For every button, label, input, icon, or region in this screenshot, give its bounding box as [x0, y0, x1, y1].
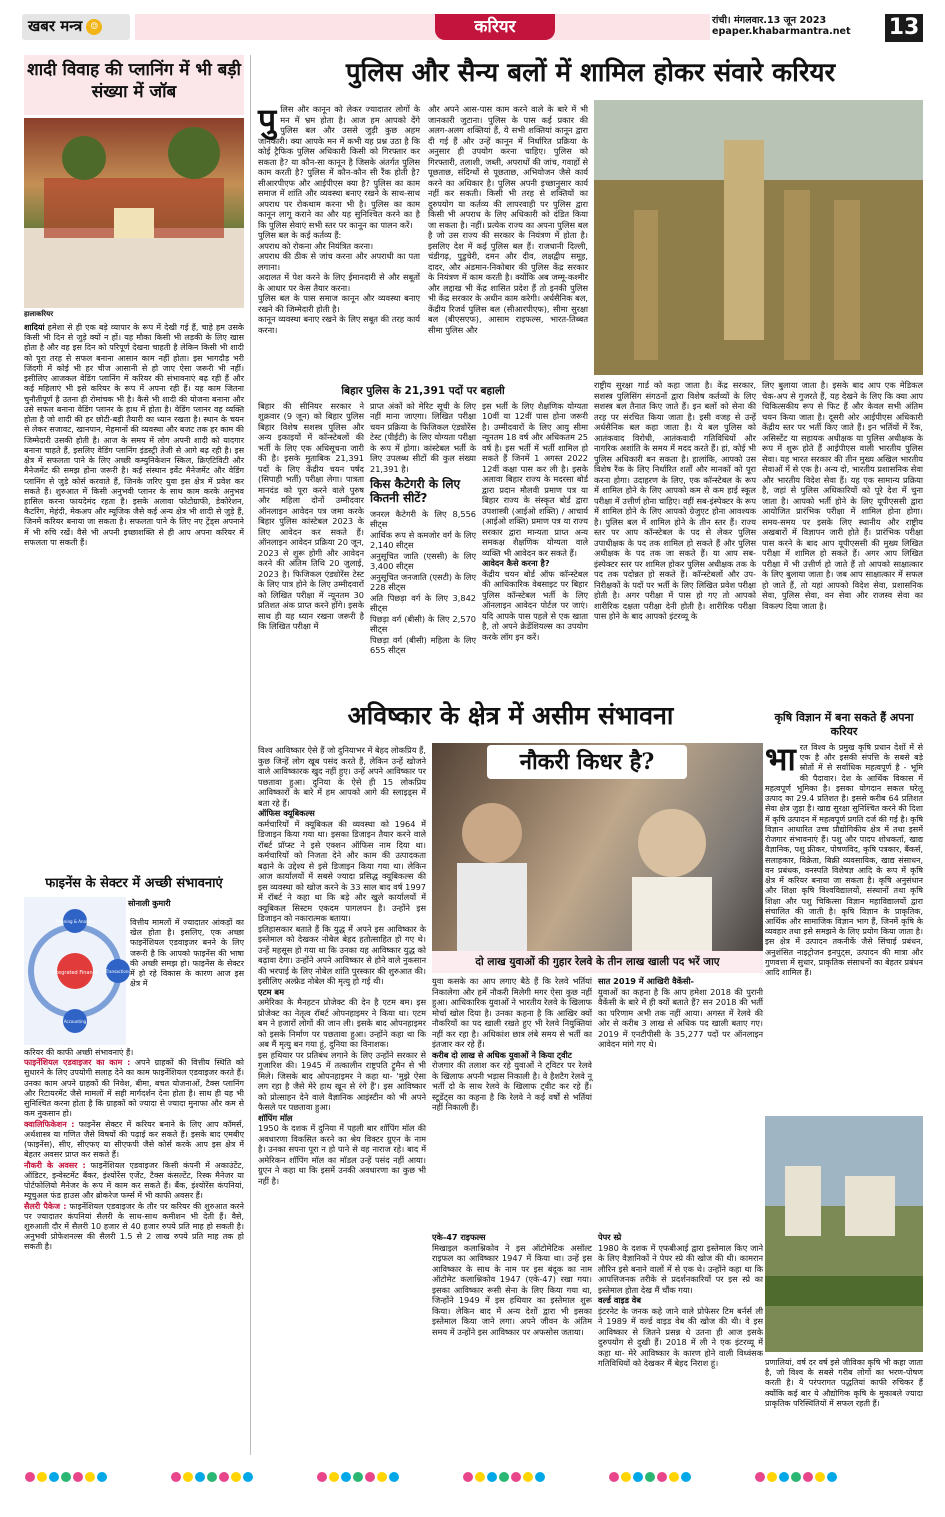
diagram-right-label: Transactions [105, 969, 131, 974]
color-dot [535, 1472, 545, 1482]
color-dot [85, 1472, 95, 1482]
police-list-item: कानून व्यवस्था बनाए रखने के लिए सबूत की तरह कार्य करना। [258, 314, 420, 335]
category-item: पिछड़ा वर्ग (बीसी) के लिए 2,570 सीट्स [370, 613, 476, 635]
agriculture-article [765, 740, 924, 1108]
agriculture-headline: कृषि विज्ञान में बना सकते हैं अपना करियर [774, 711, 914, 738]
color-dot [219, 1472, 229, 1482]
color-dot [633, 1472, 643, 1482]
color-dot [609, 1472, 619, 1482]
vacancy-subhead: सात 2019 में आखिरी वैकेंसी- [598, 976, 694, 986]
agriculture-dropcap: भा [765, 740, 796, 778]
color-dot [195, 1472, 205, 1482]
mall-text: 1950 के दशक में दुनिया में पहली बार शॉपिंग मॉल की अवधारणा विकसित करने का श्रेय विक्टर ग्रुएन के नाम है। उनका सपना पूरा न हो पाने से वह नाराज रहे। बाद में अमेरिकन शॉपिंग मॉल का मॉडल उन्हें पसंद नहीं आया। ग्रुएन ने कहा था कि इसमें उनकी अवधारणा का कुछ भी नहीं है। [258, 1123, 426, 1186]
color-dot [207, 1472, 217, 1482]
brand-icon: ☺ [86, 19, 102, 35]
agriculture-footer-text [765, 1358, 923, 1453]
police-list-intro: पुलिस बल के कई कर्तव्य हैं: [258, 230, 342, 240]
site-url[interactable]: epaper.khabarmantra.net [712, 26, 851, 38]
finance-cycle-graphic [24, 897, 131, 1045]
color-dot [669, 1472, 679, 1482]
police-list-item: अपराध को रोकना और नियंत्रित करना। [258, 240, 374, 251]
cubicle-headline: ऑफिस क्यूबिकल्स [258, 808, 315, 818]
color-dot [37, 1472, 47, 1482]
police-col2 [428, 104, 588, 380]
color-dot [791, 1472, 801, 1482]
section-label: करियर [435, 14, 555, 40]
innovation-intro: विश्व आविष्कार ऐसे हैं जो दुनियाभर में बेहद लोकप्रिय हैं, कुछ जिन्हें लोग खूब पसंद करते हैं, लेकिन उन्हें खोजने वाले आविष्कारक खुद नहीं हुए। उन्हें अपने आविष्कार पर पछतावा हुआ। दुनिया के ऐसे ही 15 लोकप्रिय आविष्कारों के बारे में हम आपको आगे की स्लाइड्स में बता रहे हैं। [258, 745, 426, 808]
finance-h3: नौकरी के अवसर : [24, 1160, 86, 1170]
www-text: इंटरनेट के जनक कहे जाने वाले प्रोफेसर टिम बर्नर्स ली ने 1989 में वर्ल्ड वाइड वेब की खोज की थी। वे इस आविष्कार से जितने प्रसन्न थे उतना ही आज इसके दुरुपयोग से दुखी हैं। 2018 में ली ने एक इंटरव्यू में कहा था- मेरे आविष्कार के कारण होने वाली विध्वंसक गतिविधियों को देखकर मैं बेहद निराश हूं। [598, 1305, 763, 1368]
color-dot [365, 1472, 375, 1482]
category-item: पिछड़ा वर्ग (बीसी) महिला के लिए 655 सीट्स [370, 634, 476, 656]
finance-t1: अपने ग्राहकों की वित्तीय स्थिति को सुधारने के लिए उपयोगी सलाह देने का काम फाइनेंशियल एडवाइजर करते हैं। उनका काम अपने ग्राहकों की निवेश, बीमा, बचत योजनाओं, टैक्स प्लानिंग और रिटायरमेंट जैसे मामलों में सही मार्गदर्शन देना होता है। साथ ही यह भी सुनिश्चित करना होता है कि ग्राहकों को ज्यादा से ज्यादा मुनाफा और कम से कम नुकसान हो। [24, 1058, 244, 1119]
recruitment-col2 [370, 401, 476, 686]
agriculture-photo [765, 1116, 923, 1352]
category-item: अनुसूचित जनजाति (एसटी) के लिए 228 सीट्स [370, 571, 476, 593]
color-dot [171, 1472, 181, 1482]
page-number: 13 [885, 14, 923, 42]
color-dot [645, 1472, 655, 1482]
finance-h2: क्वालिफिकेशन : [24, 1119, 75, 1129]
finance-byline: सोनाली कुमारी [128, 899, 171, 908]
recruitment-col2-text: प्राप्त अंकों को मेरिट सूची के लिए नहीं माना जाएगा। लिखित परीक्षा चयन प्रक्रिया के फिजिकल एंड्योरेंस टेस्ट (पीईटी) के लिए योग्यता परीक्षा के रूप में होगा। कांस्टेबल भर्ती के लिए उपलब्ध सीटों की कुल संख्या 21,391 है। [370, 400, 476, 474]
category-headline: किस कैटेगरी के लिए कितनी सीटें? [370, 477, 461, 506]
recruitment-col1: बिहार की सीनियर सरकार ने शुक्रवार (9 जून) को बिहार पुलिस बिहार विशेष सशस्त्र पुलिस और अन्य इकाइयों में कॉन्स्टेबलों की भर्ती के लिए एक अधिसूचना जारी की है। इसके मुताबिक 21,391 पदों के लिए केंद्रीय चयन पर्षद (सिपाही भर्ती) परीक्षा लेगा। पात्रता मानदंड को पूरा करने वाले पुरुष और महिला दोनों उम्मीदवार ऑनलाइन आवेदन पत्र जमा करके बिहार पुलिस कांस्टेबल 2023 के लिए आवेदन कर सकते हैं। ऑनलाइन आवेदन प्रक्रिया 20 जून, 2023 से शुरू होगी और आवेदन करने की अंतिम तिथि 20 जुलाई, 2023 है। फिजिकल एंड्योरेंस टेस्ट के लिए पात्र होने के लिए उम्मीदवारों को लिखित परीक्षा में न्यूनतम 30 प्रतिशत अंक प्राप्त करने होंगे। इसके साथ ही यह ध्यान रखना जरूरी है कि लिखित परीक्षा में [258, 400, 364, 632]
finance-article [24, 1048, 244, 1453]
police-list-item: पुलिस बल के पास समाज कानून और व्यवस्था बनाए रखने की जिम्मेदारी होती है। [258, 293, 420, 314]
wedding-headline: शादी विवाह की प्लानिंग में भी बड़ी संख्या में जॉब [24, 55, 244, 115]
parade-illustration [594, 100, 923, 375]
police-headline: पुलिस और सैन्य बलों में शामिल होकर संवारे करियर [345, 58, 836, 88]
diagram-top-label: Planning & Analysis [55, 919, 95, 924]
category-item: जनरल कैटेगरी के लिए 8,556 सीट्स [370, 508, 476, 530]
color-dot [767, 1472, 777, 1482]
color-dot [475, 1472, 485, 1482]
pepper-spray-headline: पेपर स्प्रे [598, 1232, 622, 1242]
railway-col2 [598, 976, 763, 1226]
category-item: आर्थिक रूप से कमजोर वर्ग के लिए 2,140 सीट्स [370, 529, 476, 551]
color-dot [49, 1472, 59, 1482]
pepper-spray-block [598, 1232, 763, 1454]
color-dot [657, 1472, 667, 1482]
police-col5 [762, 380, 923, 685]
diagram-bottom-label: Accounting [63, 1019, 87, 1024]
recruitment-col3-text: इस भर्ती के लिए शैक्षणिक योग्यता 10वीं या 12वीं पास होना जरूरी है। उम्मीदवारों के लिए आयु सीमा न्यूनतम 18 वर्ष और अधिकतम 25 वर्ष है। इस भर्ती में भर्ती शामिल हो सकते हैं जिनमें 1 अगस्त 2022 12वीं कक्षा पास कर ली है। इसके अलावा बिहार राज्य के मदरसा बोर्ड द्वारा प्रदान मौलवी प्रमाण पत्र या बिहार राज्य के संस्कृत बोर्ड द्वारा उपशास्त्री (आईओ शक्ति) / आचार्य (आईओ शक्ति) प्रमाण पत्र या राज्य सरकार द्वारा मान्यता प्राप्त अन्य समकक्ष शैक्षणिक योग्यता वाले व्यक्ति भी आवेदन कर सकते हैं। [482, 400, 588, 558]
color-dot [61, 1472, 71, 1482]
date-text: रांची। मंगलवार.13 जून 2023 [712, 15, 827, 26]
color-dot [815, 1472, 825, 1482]
www-headline: वर्ल्ड वाइड वेब [598, 1295, 642, 1305]
bihar-recruitment-box [258, 385, 588, 685]
police-col4 [594, 380, 756, 685]
finance-diagram [24, 897, 131, 1045]
police-col1 [258, 101, 420, 380]
finance-p1: करियर की काफी अच्छी संभावनाएं हैं। [24, 1048, 134, 1057]
color-dot [317, 1472, 327, 1482]
ak47-text: मिखाइल कलाश्निकोव ने इस ऑटोमेटिक असॉल्ट राइफल का आविष्कार 1947 में किया था। उन्हें इस आविष्कार के साथ के नाम पर इस बंदूक का नाम ऑटोमेट कलाश्निकोव 1947 (एके-47) रखा गया। इसका आविष्कार रूसी सेना के लिए किया गया था, जिन्होंने 1949 में इस हथियार का इस्तेमाल शुरू किया। लेकिन बाद में अन्य देशों द्वारा भी इसका इस्तेमाल किया जाने लगा। अपने जीवन के अंतिम समय में उन्होंने इस आविष्कार पर अफसोस जताया। [432, 1242, 592, 1337]
color-dot [329, 1472, 339, 1482]
nobel-text: इतिहासकार बताते हैं कि युद्ध में अपने इस आविष्कार के इस्तेमाल को देखकर नोबेल बेहद हतोत्साहित हो गए थे। उन्हें महसूस हो गया था कि उनका यह आविष्कार युद्ध को बढ़ावा देगा। उन्होंने अपने आविष्कार से होने वाले नुकसान की भरपाई के लिए नोबेल शांति पुरस्कार की शुरुआत की। इसीलिए अल्फ्रेड नोबेल की मृत्यु हो गई थी। [258, 923, 426, 986]
color-dot [97, 1472, 107, 1482]
finance-headline: फाइनेंस के सेक्टर में अच्छी संभावनाएं [45, 876, 223, 891]
color-dot [463, 1472, 473, 1482]
agriculture-foot: प्रणालियां, वर्ष दर वर्ष इसे जीविका कृषि भी कहा जाता है, जो विश्व के सबसे गरीब लोगों का भरण-पोषण करती है। ये परंपरागत पद्धतियां काफी रुचिकर हैं क्योंकि कई बार ये औद्योगिक कृषि के मुकाबले ज्यादा प्राकृतिक परिस्थितियों में सफल रहती हैं। [765, 1358, 923, 1408]
photo-caption: हालाकरियर [24, 310, 54, 318]
recruitment-columns [258, 401, 588, 686]
finance-t2: फाइनेंस सेक्टर में करियर बनाने के लिए आप कॉमर्स, अर्थशास्त्र या गणित जैसे विषयों की पढ़ाई कर सकते हैं। इसके बाद एमबीए (फाइनेंस), सीए, सीएफए या सीएफपी जैसे कोर्स करके आप इस क्षेत्र में बेहतर अवसर प्राप्त कर सकते हैं। [24, 1119, 244, 1160]
color-dot [827, 1472, 837, 1482]
color-dot [243, 1472, 253, 1482]
masthead-text: खबर मन्त्र [28, 17, 83, 35]
cubicle-text: कर्मचारियों में क्यूबिकल की व्यवस्था को 1964 में डिजाइन किया गया था। इसका डिजाइन तैयार करने वाले रॉबर्ट प्रॉप्स्ट ने इसे एक्शन ऑफिस नाम दिया था। कर्मचारियों को निजता देने और काम की उत्पादकता बढ़ाने के उद्देश्य से इसे डिजाइन किया गया था। लेकिन आज कार्यालयों में सबसे ज्यादा प्रसिद्ध क्यूबिकल्स की इस व्यवस्था को खोज करने के 33 साल बाद वर्ष 1997 में रॉबर्ट ने कहा था कि बड़े और खुले कार्यालयों में क्यूबिकल सिस्टम एकदम पागलपन है। उन्होंने इस डिजाइन को नकारात्मक बताया। [258, 818, 426, 923]
finance-h4: सैलरी पैकेज : [24, 1201, 67, 1211]
finance-h1: फाइनेंशियल एडवाइजर का काम : [24, 1058, 131, 1068]
color-dot [377, 1472, 387, 1482]
wedding-photo [24, 118, 244, 308]
police-dropcap: पु [258, 101, 277, 139]
wedding-illustration [24, 118, 244, 308]
wedding-body: हमेशा से ही एक बड़े व्यापार के रूप में देखी गई हैं, चाहे हम उसके किसी भी दिन से जुड़े क्यों न हों। यह मौका किसी भी लड़की के लिए खास होता है और वह इस दिन को परिपूर्ण देखना चाहती है लेकिन किसी भी शादी को पूरा तरह से सफल बनाना आसान काम नहीं होता। इस भागदौड़ भरी जिंदगी में कोई भी हर चीज आसानी से हो जाए ऐसा जरूरी भी नहीं। इसीलिए आजकल वेडिंग प्लानिंग में करियर की संभावनाएं बढ़ रही हैं और कई महिलाएं भी इसे करियर के रूप में अपना रही हैं। यह काम जितना चुनौतीपूर्ण है उतना ही रोमांचक भी है। कैसे भी शादी की योजना बनाना और उसे सफल बनाना वेडिंग प्लानर के हाथ में होता है। वेडिंग प्लानर वह व्यक्ति होता है जो शादी की हर छोटी-बड़ी तैयारी का ध्यान रखता है। स्थान के चयन से लेकर सजावट, खानपान, मेहमानों की व्यवस्था और बजट तक हर काम की जिम्मेदारी उसकी होती है। आज के समय में लोग अपनी शादी को यादगार बनाना चाहते हैं, इसलिए वेडिंग प्लानिंग इंडस्ट्री तेजी से आगे बढ़ रही है। इस क्षेत्र में सफलता पाने के लिए अच्छी कम्युनिकेशन स्किल, क्रिएटिविटी और मैनेजमेंट की समझ होना जरूरी है। कई संस्थान इवेंट मैनेजमेंट और वेडिंग प्लानिंग से जुड़े कोर्स करवाते हैं, जिनके जरिए युवा इस क्षेत्र में प्रवेश कर सकते हैं। शुरुआत में किसी अनुभवी प्लानर के साथ काम करके अनुभव हासिल करना फायदेमंद रहता है। इसके अलावा फोटोग्राफी, डेकोरेशन, कैटरिंग, मेहंदी, मेकअप और म्यूजिक जैसे कई अन्य क्षेत्र भी शादी से जुड़े हैं, जिनमें करियर बनाया जा सकता है। सफलता पाने के लिए नए ट्रेंड्स अपनाने में भी रुचि रखें। वैसे भी अपनी इच्छाशक्ति से ही आप अपना करियर में सफलता पा सकती हैं। [24, 323, 244, 547]
color-dot [523, 1472, 533, 1482]
job-question-banner: नौकरी किधर है? [487, 745, 687, 779]
atom-bomb-text-2: इस हथियार पर प्रतिबंध लगाने के लिए उन्होंने सरकार से गुजारिश की। 1945 में तत्कालीन राष्ट्रपति ट्रूमैन से भी मिले। जिसके बाद ओपनहाइमर ने कहा था- 'मुझे ऐसा लग रहा है जैसे मेरे हाथ खून से रंगे हैं'। इस आविष्कार को प्रोत्साहन देने वाले वैज्ञानिक आइंस्टीन को भी अपने फैसले पर पछतावा हुआ। [258, 1049, 426, 1112]
category-item: अति पिछड़ा वर्ग के लिए 3,842 सीट्स [370, 592, 476, 614]
recruitment-col3 [482, 401, 588, 686]
color-dot [779, 1472, 789, 1482]
color-dot [755, 1472, 765, 1482]
mall-headline: शॉपिंग मॉल [258, 1112, 293, 1123]
color-dot [681, 1472, 691, 1482]
column-divider [250, 55, 251, 1455]
atom-bomb-headline: एटम बम [258, 986, 284, 997]
railway-subhead: करीब दो लाख से अधिक युवाओं ने किया ट्वीट [432, 1049, 572, 1060]
finance-intro-text: वित्तीय मामलों में ज्यादातर आंकड़ों का खेल होता है। इसलिए, एक अच्छा फाइनेंशियल एडवाइजर बनने के लिए जरूरी है कि आपको फाइनेंस की भाषा की अच्छी समझ हो। फाइनेंस के सेक्टर में हो रहे विकास के कारण आज इस क्षेत्र में [130, 918, 244, 989]
lead-word: शादियां [24, 323, 45, 332]
innovation-col1 [258, 745, 426, 1455]
police-parade-photo [594, 100, 923, 375]
color-dot [25, 1472, 35, 1482]
color-dot [341, 1472, 351, 1482]
finance-intro [130, 918, 244, 1050]
recruitment-headline: बिहार पुलिस के 21,391 पदों पर बहाली [341, 385, 505, 397]
masthead-logo[interactable] [22, 14, 130, 40]
railway-text: युवा कसके का आप लगाए बैठे हैं कि रेलवे भर्तियां निकालेगा और हमें नौकरी मिलेगी मगर ऐसा कुछ नहीं हुआ। आधिकारिक युवाओं ने भारतीय रेलवे के खिलाफ मोर्चा खोल दिया है। उनका कहना है कि आखिर क्यों नौकरियों का पद खाली रखते हुए भी रेलवे नियुक्तियां नहीं कर रहा है। अधिकांश छात्र लंबे समय से भर्ती का इंतजार कर रहे हैं। [432, 976, 592, 1049]
police-list-item: अदालत में पेश करने के लिए ईमानदारी से और सबूतों के आधार पर केस तैयार करना। [258, 272, 420, 293]
finance-t3: फाइनेंशियल एडवाइजर किसी कंपनी में अकाउंटेंट, ऑडिटर, इन्वेस्टमेंट बैंकर, इंश्योरेंस एजेंट, टैक्स कंसल्टेंट, रिस्क मैनेजर या पोर्टफोलियो मैनेजर के रूप में काम कर सकते हैं। बैंक, इंश्योरेंस कंपनियां, म्यूचुअल फंड हाउस और ब्रोकरेज फर्म्स में भी काफी अवसर हैं। [24, 1160, 244, 1201]
atom-bomb-text: अमेरिका के मैनहटन प्रोजेक्ट की देन है एटम बम। इस प्रोजेक्ट का नेतृत्व रॉबर्ट ओपनहाइमर ने किया था। एटम बम ने हजारों लोगों की जान ली। इसके बाद ओपनहाइमर को इसके निर्माण पर पछतावा हुआ। उन्होंने कहा था कि अब मैं मृत्यु बन गया हूं, दुनिया का विनाशक। [258, 997, 426, 1049]
color-dot [183, 1472, 193, 1482]
ak47-block [432, 1232, 592, 1454]
pepper-spray-text: 1980 के दशक में एफबीआई द्वारा इस्तेमाल किए जाने के लिए वैज्ञानिकों ने पेपर स्प्रे की खोज की थी। कामरान लौरिन इसे बनाने वालों में से एक थे। उन्होंने कहा था कि आपत्तिजनक तरीके से प्रदर्शनकारियों पर इस स्प्रे का इस्तेमाल होता देख मैं चौंक गया। [598, 1242, 763, 1295]
ak47-headline: एके-47 राइफल्स [432, 1232, 486, 1242]
color-dot [621, 1472, 631, 1482]
apply-text: केंद्रीय चयन बोर्ड ऑफ कॉन्स्टेबल की आधिकारिक वेबसाइट पर बिहार पुलिस कॉन्स्टेबल भर्ती के लिए ऑनलाइन आवेदन पोर्टल पर जाएं। यदि आपके पास पहले से एक खाता है, तो अपने क्रेडेंशियल्स का उपयोग करके लॉग इन करें। [482, 568, 588, 642]
agriculture-body: रत विश्व के प्रमुख कृषि प्रधान देशों में से एक है और इसकी संपत्ति के सबसे बड़े स्रोतों में से सर्वाधिक महत्वपूर्ण है - भूमि की पैदावार। देश के आर्थिक विकास में महत्वपूर्ण भूमिका है। इसका योगदान सकल घरेलू उत्पाद का 29.4 प्रतिशत है। इससे करीब 64 प्रतिशत सेवा क्षेत्र जुड़ा है। खाद्य सुरक्षा सुनिश्चित करने की दिशा में कृषि उत्पादन में महत्वपूर्ण प्रगति दर्ज की गई है। कृषि विज्ञान आधारित उच्च प्रौद्योगिकीय क्षेत्र में तथा इसमें रोजगार संभावनाएं हैं। पशु और पादप शोधकर्ता, खाद्य वैज्ञानिक, पशु फ्रीकर, पोषणविद, कृषि पत्रकार, बैंकर्स, सलाहकार, विक्रेता, बिक्री व्यवसायिक, खाद्य संसाधन, वन प्रबंधक, वनस्पति विशेषज्ञ आदि के रूप में कृषि क्षेत्र में करियर बनाया जा सकता है। कृषि अनुसंधान और शिक्षा कृषि विश्वविद्यालयों, संस्थानों तथा कृषि शिक्षा और पशु चिकित्सा विज्ञान महाविद्यालयों द्वारा संचालित की जाती है। कृषि विज्ञान के प्राकृतिक, आर्थिक और सामाजिक विज्ञान भाग हैं, जिनमें कृषि के व्यवहार तथा इसे समझने के लिए प्रयोग किया जाता है। इस क्षेत्र में उत्पादन तकनीकें जैसे सिंचाई प्रबंधन, अनुशंसित नाइट्रोजन इनपुट्स, उत्पादन की मात्रा और गुणवत्ता में सुधार, प्राकृतिक संसाधनों का बेहतर प्रबंधन आदि शामिल हैं। [765, 743, 924, 978]
railway-headline: दो लाख युवाओं की गुहार रेलवे के तीन लाख खाली पद भरें जाए [432, 951, 763, 973]
police-list-item: अपराध की ठीक से जांच करना और अपराधी का पता लगाना। [258, 251, 420, 272]
police-col1-text: लिस और कानून को लेकर ज्यादातर लोगों के मन में भ्रम होता है। आज हम आपको देंगे पुलिस बल और उससे जुड़ी कुछ अहम जानकारी। क्या आपके मन में कभी यह प्रश्न उठा है कि कोई ट्रैफिक पुलिस अधिकारी किसी को गिरफ्तार कर सकता है? या कौन-सा कानून है जिसके अंतर्गत पुलिस काम करती है? पुलिस में कौन-कौन सी रैंक होती है? सीआरपीएफ और आईपीएस क्या है? पुलिस का काम समाज में शांति और व्यवस्था बनाए रखने के साथ-साथ अपराध पर रोकथाम करना भी है। पुलिस का काम कानून लागू कराने का और यह सुनिश्चित करने का है कि पुलिस सेवाएं सभी स्तर पर कानून का पालन करें। [258, 104, 420, 230]
wedding-article [24, 323, 244, 871]
color-dot [487, 1472, 497, 1482]
farm-illustration [765, 1116, 923, 1352]
color-dot [73, 1472, 83, 1482]
apply-headline: आवेदन कैसे करना है? [482, 558, 550, 569]
police-col2-text: और अपने आस-पास काम करने वाले के बारे में भी जानकारी जुटाना। पुलिस के पास कई प्रकार की अलग-अलग शक्तियां हैं, ये सभी शक्तियां कानून द्वारा दी गई हैं और उन्हें कानून में निर्धारित प्रक्रिया के अनुसार ही उपयोग करना चाहिए। पुलिस को गिरफ्तारी, तलाशी, जब्ती, अपराधों की जांच, गवाहों से पूछताछ, संदिग्धों से पूछताछ, अभियोजन जैसे कार्य करने का अधिकार है। पुलिस अपनी इच्छानुसार कार्य नहीं कर सकती। किसी भी तरह से शक्तियों का दुरुपयोग या कर्तव्य की लापरवाही पर पुलिस द्वारा किसी भी अपराध के लिए अधिकारी को दंडित किया जा सकता है। नहीं। प्रत्येक राज्य का अपना पुलिस बल है जो उस राज्य की सरकार के नियंत्रण में होता है। इसलिए देश में कई पुलिस बल हैं। राजधानी दिल्ली, चंडीगढ़, पुडुचेरी, दमन और दीव, लक्षद्वीप समूह, दादर, और अंडमान-निकोबार की पुलिस केंद्र सरकार के नियंत्रण में काम करती है। क्योंकि अब जम्मू-कश्मीर और लद्दाख भी केंद्र शासित प्रदेश हैं तो इनकी पुलिस भी केंद्र सरकार के अधीन काम करेगी। अर्धसैनिक बल, केंद्रीय रिजर्व पुलिस बल (सीआरपीएफ), सीमा सुरक्षा बल (बीएसएफ), आसाम राइफल्स, भारत-तिब्बत सीमा पुलिस और [428, 104, 588, 335]
police-col4-text: राष्ट्रीय सुरक्षा गार्ड को कहा जाता है। केंद्र सरकार, सशस्त्र पुलिसिंग संगठनों द्वारा विशेष कर्तव्यों के लिए सशस्त्र बल तैनात किए जाते हैं। इन बलों को सेना की तरह पर संरचित किया जाता है। इसी वजह से उन्हें अर्धसैनिक बल कहा जाता है। ये बल पुलिस को आतंकवाद विरोधी, आतंकवादी गतिविधियों और नागरिक अशांति के समय में मदद करते हैं। हां, कोई भी पुलिस अधिकारी बन सकता है। हालांकि, आपको उस विशेष रैंक के लिए निर्धारित शर्तों और मानकों को पूरा करना होगा। उदाहरण के लिए, एक कॉन्स्टेबल के रूप में शामिल होने के लिए आपको कम से कम हाई स्कूल परीक्षा में उत्तीर्ण होना चाहिए। वहीं सब-इंस्पेक्टर के रूप में शामिल होने के लिए आपको ग्रेजुएट होना आवश्यक है। पुलिस बल में शामिल होने के तीन स्तर हैं। राज्य स्तर पर आप कॉन्स्टेबल के पद से लेकर पुलिस उपाधीक्षक के पद तक शामिल हो सकते हैं और पुलिस अधीक्षक के पद तक जा सकते हैं। या आप सब-इंस्पेक्टर स्तर पर शामिल होकर पुलिस अधीक्षक तक के पद तक पदोन्नत हो सकते हैं। कॉन्स्टेबलों और उप-निरीक्षकों के पदों पर भर्ती के लिए लिखित प्रवेश परीक्षा होती है। अगर परीक्षा में पास हो गए तो आपको शारीरिक दक्षता परीक्षा देनी होती है। शारीरिक परीक्षा पास होने के बाद आपको इंटरव्यू के [594, 380, 756, 621]
innovation-headline: अविष्कार के क्षेत्र में असीम संभावना [347, 701, 674, 730]
finance-t4: फाइनेंशियल एडवाइजर के तौर पर करियर की शुरुआत करने पर ज्यादातर कंपनियां सैलरी के साथ-साथ कमीशन भी देती हैं। वैसे, शुरुआती दौर में सैलरी 10 हजार से 40 हजार रुपये प्रति माह हो सकती है। अनुभवी प्रोफेशनल्स की सैलरी 1.5 से 2 लाख रुपये प्रति माह तक हो सकती है। [24, 1201, 244, 1252]
vacancy-text: युवाओं का कहना है कि आप हमेशा 2018 की पुरानी वैकेंसी के बारे में ही क्यों बताते हैं? सन 2018 की भर्ती का परिणाम अभी तक नहीं आया। अगस्त में रेलवे की ओर से करीब 3 लाख से अधिक पद खाली बताए गए। 2019 में एनटीपीसी के 35,277 पदों पर ऑनलाइन आवेदन मांगे गए थे। [598, 986, 763, 1049]
color-dot [499, 1472, 509, 1482]
registration-color-bar [25, 1472, 920, 1484]
railway-col1 [432, 976, 592, 1226]
color-dot [511, 1472, 521, 1482]
category-item: अनुसूचित जाति (एससी) के लिए 3,400 सीट्स [370, 550, 476, 572]
color-dot [353, 1472, 363, 1482]
color-dot [231, 1472, 241, 1482]
diagram-center-label: Integrated Finance [51, 970, 99, 976]
color-dot [389, 1472, 399, 1482]
police-col5-text: लिए बुलाया जाता है। इसके बाद आप एक मेडिकल चेक-अप से गुजरते हैं, यह देखने के लिए कि क्या आप चिकित्सकीय रूप से फिट हैं और केवल सभी अंतिम चयन किया जाता है। दूसरी ओर आईपीएस अधिकारी केंद्रीय स्तर पर भर्ती किए जाते हैं। इन भर्तियों में रैंक, असिस्टेंट या सहायक अधीक्षक या पुलिस अधीक्षक के रूप में शुरू होते हैं आईपीएस वाली भारतीय पुलिस सेवा। यह भारत सरकार की तीन मुख्य अखिल भारतीय सेवाओं में से एक है। अन्य दो, भारतीय प्रशासनिक सेवा और भारतीय विदेश सेवा हैं। यह एक सामान्य प्रक्रिया है, जहां से पुलिस अधिकारियों को पूरे देश में चुना जाता है। आपको भर्ती होने के लिए यूपीएससी द्वारा आयोजित प्रारंभिक परीक्षा में शामिल होना होगा। समय-समय पर इसके लिए स्थानीय और राष्ट्रीय अखबारों में विज्ञापन जारी होते हैं। प्रारंभिक परीक्षा पास करने के बाद आप यूपीएससी की मुख्य लिखित परीक्षा में शामिल हो सकते हैं। अगर आप लिखित परीक्षा में भी उत्तीर्ण हो जाते हैं तो आपको साक्षात्कार के लिए बुलाया जाता है। जब आप साक्षात्कार में सफल हो जाते हैं, तो यहां आपको विदेश सेवा, प्रशासनिक सेवा, पुलिस सेवा, वन सेवा और राजस्व सेवा का विकल्प दिया जाता है। [762, 380, 923, 611]
railway-text-2: रोजगार की तलाश कर रहे युवाओं ने ट्विटर पर रेलवे के खिलाफ अपनी भड़ास निकाली है। वे हैशटैग रेलवे नू भर्ती दो के साथ रेलवे के खिलाफ ट्वीट कर रहे हैं। स्टूडेंट्स का कहना है कि रेलवे ने कई वर्षों से भर्तियां नहीं निकाली हैं। [432, 1060, 592, 1112]
issue-date [712, 15, 880, 37]
header-band [135, 14, 710, 40]
color-dot [803, 1472, 813, 1482]
